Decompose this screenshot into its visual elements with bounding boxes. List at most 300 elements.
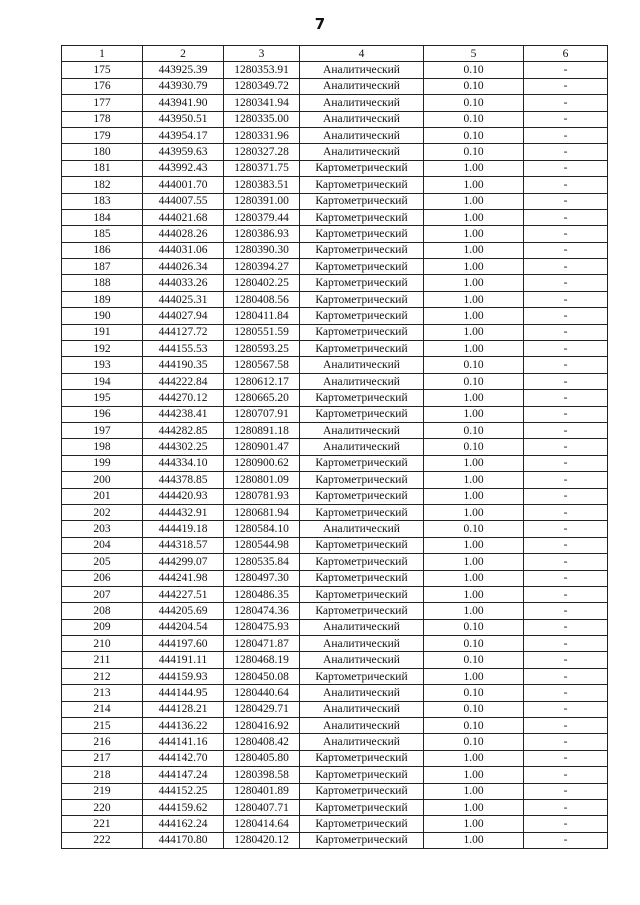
- y-coordinate-cell: 1280584.10: [224, 521, 300, 537]
- x-coordinate-cell: 444432.91: [143, 504, 224, 520]
- method-cell: Аналитический: [300, 62, 424, 78]
- point-number-cell: 177: [62, 95, 143, 111]
- y-coordinate-cell: 1280450.08: [224, 668, 300, 684]
- table-row: [62, 619, 608, 635]
- method-cell: Картометрический: [300, 472, 424, 488]
- accuracy-cell: 1.00: [424, 455, 524, 471]
- table-row: [62, 832, 608, 848]
- table-row: [62, 734, 608, 750]
- method-cell: Картометрический: [300, 586, 424, 602]
- column-header: 2: [143, 46, 224, 62]
- note-cell: -: [524, 127, 608, 143]
- table-row: [62, 685, 608, 701]
- note-cell: -: [524, 373, 608, 389]
- y-coordinate-cell: 1280383.51: [224, 177, 300, 193]
- y-coordinate-cell: 1280331.96: [224, 127, 300, 143]
- accuracy-cell: 0.10: [424, 373, 524, 389]
- point-number-cell: 214: [62, 701, 143, 717]
- y-coordinate-cell: 1280468.19: [224, 652, 300, 668]
- accuracy-cell: 1.00: [424, 160, 524, 176]
- note-cell: -: [524, 767, 608, 783]
- x-coordinate-cell: 444190.35: [143, 357, 224, 373]
- point-number-cell: 189: [62, 291, 143, 307]
- table-row: [62, 537, 608, 553]
- point-number-cell: 197: [62, 422, 143, 438]
- accuracy-cell: 0.10: [424, 78, 524, 94]
- method-cell: Аналитический: [300, 111, 424, 127]
- note-cell: -: [524, 718, 608, 734]
- method-cell: Аналитический: [300, 422, 424, 438]
- x-coordinate-cell: 444128.21: [143, 701, 224, 717]
- table-row: [62, 406, 608, 422]
- y-coordinate-cell: 1280414.64: [224, 816, 300, 832]
- point-number-cell: 194: [62, 373, 143, 389]
- note-cell: -: [524, 488, 608, 504]
- method-cell: Аналитический: [300, 373, 424, 389]
- column-header: 4: [300, 46, 424, 62]
- method-cell: Аналитический: [300, 95, 424, 111]
- x-coordinate-cell: 444007.55: [143, 193, 224, 209]
- table-row: [62, 160, 608, 176]
- y-coordinate-cell: 1280535.84: [224, 554, 300, 570]
- y-coordinate-cell: 1280405.80: [224, 750, 300, 766]
- point-number-cell: 222: [62, 832, 143, 848]
- method-cell: Картометрический: [300, 209, 424, 225]
- y-coordinate-cell: 1280416.92: [224, 718, 300, 734]
- note-cell: -: [524, 472, 608, 488]
- table-row: [62, 78, 608, 94]
- note-cell: -: [524, 570, 608, 586]
- note-cell: -: [524, 734, 608, 750]
- accuracy-cell: 0.10: [424, 734, 524, 750]
- accuracy-cell: 1.00: [424, 504, 524, 520]
- x-coordinate-cell: 444136.22: [143, 718, 224, 734]
- table-row: [62, 668, 608, 684]
- table-row: [62, 226, 608, 242]
- y-coordinate-cell: 1280551.59: [224, 324, 300, 340]
- accuracy-cell: 1.00: [424, 537, 524, 553]
- x-coordinate-cell: 444159.62: [143, 799, 224, 815]
- point-number-cell: 183: [62, 193, 143, 209]
- y-coordinate-cell: 1280408.56: [224, 291, 300, 307]
- y-coordinate-cell: 1280394.27: [224, 259, 300, 275]
- x-coordinate-cell: 444170.80: [143, 832, 224, 848]
- method-cell: Аналитический: [300, 127, 424, 143]
- point-number-cell: 176: [62, 78, 143, 94]
- table-row: [62, 291, 608, 307]
- x-coordinate-cell: 443930.79: [143, 78, 224, 94]
- y-coordinate-cell: 1280379.44: [224, 209, 300, 225]
- point-number-cell: 218: [62, 767, 143, 783]
- table-row: [62, 799, 608, 815]
- y-coordinate-cell: 1280471.87: [224, 636, 300, 652]
- y-coordinate-cell: 1280781.93: [224, 488, 300, 504]
- point-number-cell: 206: [62, 570, 143, 586]
- table-row: [62, 718, 608, 734]
- note-cell: -: [524, 111, 608, 127]
- y-coordinate-cell: 1280474.36: [224, 603, 300, 619]
- note-cell: -: [524, 750, 608, 766]
- table-row: [62, 341, 608, 357]
- table-row: [62, 652, 608, 668]
- point-number-cell: 219: [62, 783, 143, 799]
- accuracy-cell: 1.00: [424, 750, 524, 766]
- method-cell: Картометрический: [300, 767, 424, 783]
- point-number-cell: 211: [62, 652, 143, 668]
- point-number-cell: 207: [62, 586, 143, 602]
- point-number-cell: 220: [62, 799, 143, 815]
- point-number-cell: 185: [62, 226, 143, 242]
- y-coordinate-cell: 1280398.58: [224, 767, 300, 783]
- method-cell: Аналитический: [300, 718, 424, 734]
- table-row: [62, 521, 608, 537]
- point-number-cell: 201: [62, 488, 143, 504]
- y-coordinate-cell: 1280420.12: [224, 832, 300, 848]
- point-number-cell: 186: [62, 242, 143, 258]
- accuracy-cell: 1.00: [424, 324, 524, 340]
- method-cell: Картометрический: [300, 226, 424, 242]
- y-coordinate-cell: 1280349.72: [224, 78, 300, 94]
- y-coordinate-cell: 1280353.91: [224, 62, 300, 78]
- table-row: [62, 570, 608, 586]
- note-cell: -: [524, 357, 608, 373]
- x-coordinate-cell: 444028.26: [143, 226, 224, 242]
- point-number-cell: 181: [62, 160, 143, 176]
- note-cell: -: [524, 209, 608, 225]
- coordinates-table: [61, 45, 608, 849]
- x-coordinate-cell: 443959.63: [143, 144, 224, 160]
- x-coordinate-cell: 444025.31: [143, 291, 224, 307]
- note-cell: -: [524, 242, 608, 258]
- y-coordinate-cell: 1280475.93: [224, 619, 300, 635]
- point-number-cell: 205: [62, 554, 143, 570]
- table-row: [62, 209, 608, 225]
- x-coordinate-cell: 443992.43: [143, 160, 224, 176]
- accuracy-cell: 1.00: [424, 668, 524, 684]
- method-cell: Картометрический: [300, 160, 424, 176]
- x-coordinate-cell: 444197.60: [143, 636, 224, 652]
- method-cell: Картометрический: [300, 537, 424, 553]
- table-row: [62, 636, 608, 652]
- y-coordinate-cell: 1280891.18: [224, 422, 300, 438]
- table-row: [62, 439, 608, 455]
- table-row: [62, 242, 608, 258]
- method-cell: Аналитический: [300, 734, 424, 750]
- accuracy-cell: 0.10: [424, 619, 524, 635]
- table-row: [62, 701, 608, 717]
- note-cell: -: [524, 636, 608, 652]
- note-cell: -: [524, 62, 608, 78]
- table-row: [62, 275, 608, 291]
- column-header: 6: [524, 46, 608, 62]
- note-cell: -: [524, 701, 608, 717]
- method-cell: Аналитический: [300, 521, 424, 537]
- x-coordinate-cell: 444419.18: [143, 521, 224, 537]
- x-coordinate-cell: 444299.07: [143, 554, 224, 570]
- table-row: [62, 373, 608, 389]
- note-cell: -: [524, 652, 608, 668]
- x-coordinate-cell: 444159.93: [143, 668, 224, 684]
- x-coordinate-cell: 444227.51: [143, 586, 224, 602]
- method-cell: Картометрический: [300, 341, 424, 357]
- note-cell: -: [524, 144, 608, 160]
- accuracy-cell: 0.10: [424, 62, 524, 78]
- x-coordinate-cell: 444142.70: [143, 750, 224, 766]
- point-number-cell: 196: [62, 406, 143, 422]
- x-coordinate-cell: 444021.68: [143, 209, 224, 225]
- note-cell: -: [524, 816, 608, 832]
- table-row: [62, 308, 608, 324]
- accuracy-cell: 0.10: [424, 144, 524, 160]
- table-row: [62, 62, 608, 78]
- point-number-cell: 210: [62, 636, 143, 652]
- accuracy-cell: 1.00: [424, 783, 524, 799]
- y-coordinate-cell: 1280681.94: [224, 504, 300, 520]
- x-coordinate-cell: 444191.11: [143, 652, 224, 668]
- note-cell: -: [524, 390, 608, 406]
- note-cell: -: [524, 193, 608, 209]
- table-row: [62, 95, 608, 111]
- accuracy-cell: 1.00: [424, 603, 524, 619]
- point-number-cell: 208: [62, 603, 143, 619]
- column-header: 5: [424, 46, 524, 62]
- note-cell: -: [524, 619, 608, 635]
- note-cell: -: [524, 177, 608, 193]
- point-number-cell: 192: [62, 341, 143, 357]
- y-coordinate-cell: 1280801.09: [224, 472, 300, 488]
- table-row: [62, 554, 608, 570]
- method-cell: Картометрический: [300, 177, 424, 193]
- accuracy-cell: 0.10: [424, 718, 524, 734]
- method-cell: Картометрический: [300, 570, 424, 586]
- point-number-cell: 193: [62, 357, 143, 373]
- note-cell: -: [524, 78, 608, 94]
- point-number-cell: 213: [62, 685, 143, 701]
- y-coordinate-cell: 1280440.64: [224, 685, 300, 701]
- table-row: [62, 472, 608, 488]
- point-number-cell: 212: [62, 668, 143, 684]
- note-cell: -: [524, 160, 608, 176]
- point-number-cell: 190: [62, 308, 143, 324]
- method-cell: Картометрический: [300, 799, 424, 815]
- note-cell: -: [524, 586, 608, 602]
- method-cell: Картометрический: [300, 259, 424, 275]
- accuracy-cell: 1.00: [424, 209, 524, 225]
- x-coordinate-cell: 444238.41: [143, 406, 224, 422]
- table-row: [62, 504, 608, 520]
- table-row: [62, 127, 608, 143]
- accuracy-cell: 0.10: [424, 521, 524, 537]
- x-coordinate-cell: 444241.98: [143, 570, 224, 586]
- point-number-cell: 200: [62, 472, 143, 488]
- point-number-cell: 217: [62, 750, 143, 766]
- y-coordinate-cell: 1280665.20: [224, 390, 300, 406]
- note-cell: -: [524, 554, 608, 570]
- table-row: [62, 144, 608, 160]
- accuracy-cell: 0.10: [424, 357, 524, 373]
- method-cell: Картометрический: [300, 324, 424, 340]
- x-coordinate-cell: 444141.16: [143, 734, 224, 750]
- x-coordinate-cell: 444152.25: [143, 783, 224, 799]
- table-row: [62, 390, 608, 406]
- y-coordinate-cell: 1280497.30: [224, 570, 300, 586]
- table-row: [62, 357, 608, 373]
- x-coordinate-cell: 443950.51: [143, 111, 224, 127]
- table-body: [62, 62, 608, 849]
- y-coordinate-cell: 1280408.42: [224, 734, 300, 750]
- method-cell: Картометрический: [300, 603, 424, 619]
- accuracy-cell: 1.00: [424, 242, 524, 258]
- point-number-cell: 180: [62, 144, 143, 160]
- accuracy-cell: 0.10: [424, 111, 524, 127]
- y-coordinate-cell: 1280391.00: [224, 193, 300, 209]
- x-coordinate-cell: 443941.90: [143, 95, 224, 111]
- method-cell: Картометрический: [300, 275, 424, 291]
- point-number-cell: 187: [62, 259, 143, 275]
- table-row: [62, 324, 608, 340]
- y-coordinate-cell: 1280567.58: [224, 357, 300, 373]
- accuracy-cell: 1.00: [424, 226, 524, 242]
- method-cell: Аналитический: [300, 439, 424, 455]
- table-row: [62, 259, 608, 275]
- point-number-cell: 209: [62, 619, 143, 635]
- y-coordinate-cell: 1280371.75: [224, 160, 300, 176]
- table-row: [62, 783, 608, 799]
- x-coordinate-cell: 443954.17: [143, 127, 224, 143]
- note-cell: -: [524, 95, 608, 111]
- accuracy-cell: 0.10: [424, 652, 524, 668]
- accuracy-cell: 1.00: [424, 193, 524, 209]
- method-cell: Картометрический: [300, 308, 424, 324]
- accuracy-cell: 1.00: [424, 554, 524, 570]
- y-coordinate-cell: 1280900.62: [224, 455, 300, 471]
- note-cell: -: [524, 685, 608, 701]
- y-coordinate-cell: 1280411.84: [224, 308, 300, 324]
- x-coordinate-cell: 444026.34: [143, 259, 224, 275]
- table-row: [62, 750, 608, 766]
- method-cell: Аналитический: [300, 652, 424, 668]
- method-cell: Картометрический: [300, 455, 424, 471]
- accuracy-cell: 1.00: [424, 291, 524, 307]
- point-number-cell: 199: [62, 455, 143, 471]
- point-number-cell: 204: [62, 537, 143, 553]
- x-coordinate-cell: 444318.57: [143, 537, 224, 553]
- point-number-cell: 182: [62, 177, 143, 193]
- note-cell: -: [524, 422, 608, 438]
- point-number-cell: 178: [62, 111, 143, 127]
- x-coordinate-cell: 443925.39: [143, 62, 224, 78]
- accuracy-cell: 0.10: [424, 95, 524, 111]
- note-cell: -: [524, 455, 608, 471]
- x-coordinate-cell: 444270.12: [143, 390, 224, 406]
- note-cell: -: [524, 308, 608, 324]
- method-cell: Аналитический: [300, 357, 424, 373]
- table-row: [62, 455, 608, 471]
- y-coordinate-cell: 1280407.71: [224, 799, 300, 815]
- y-coordinate-cell: 1280486.35: [224, 586, 300, 602]
- method-cell: Картометрический: [300, 816, 424, 832]
- accuracy-cell: 1.00: [424, 488, 524, 504]
- x-coordinate-cell: 444282.85: [143, 422, 224, 438]
- point-number-cell: 221: [62, 816, 143, 832]
- point-number-cell: 215: [62, 718, 143, 734]
- note-cell: -: [524, 275, 608, 291]
- note-cell: -: [524, 291, 608, 307]
- accuracy-cell: 1.00: [424, 816, 524, 832]
- y-coordinate-cell: 1280612.17: [224, 373, 300, 389]
- x-coordinate-cell: 444222.84: [143, 373, 224, 389]
- x-coordinate-cell: 444302.25: [143, 439, 224, 455]
- accuracy-cell: 0.10: [424, 422, 524, 438]
- accuracy-cell: 1.00: [424, 799, 524, 815]
- point-number-cell: 191: [62, 324, 143, 340]
- method-cell: Картометрический: [300, 832, 424, 848]
- note-cell: -: [524, 668, 608, 684]
- table-header-row: [62, 46, 608, 62]
- note-cell: -: [524, 406, 608, 422]
- accuracy-cell: 0.10: [424, 127, 524, 143]
- method-cell: Картометрический: [300, 504, 424, 520]
- method-cell: Картометрический: [300, 193, 424, 209]
- table-row: [62, 488, 608, 504]
- note-cell: -: [524, 521, 608, 537]
- x-coordinate-cell: 444127.72: [143, 324, 224, 340]
- y-coordinate-cell: 1280402.25: [224, 275, 300, 291]
- method-cell: Картометрический: [300, 242, 424, 258]
- method-cell: Аналитический: [300, 78, 424, 94]
- x-coordinate-cell: 444147.24: [143, 767, 224, 783]
- point-number-cell: 203: [62, 521, 143, 537]
- accuracy-cell: 1.00: [424, 177, 524, 193]
- note-cell: -: [524, 341, 608, 357]
- x-coordinate-cell: 444205.69: [143, 603, 224, 619]
- accuracy-cell: 1.00: [424, 767, 524, 783]
- x-coordinate-cell: 444162.24: [143, 816, 224, 832]
- point-number-cell: 188: [62, 275, 143, 291]
- y-coordinate-cell: 1280707.91: [224, 406, 300, 422]
- y-coordinate-cell: 1280401.89: [224, 783, 300, 799]
- y-coordinate-cell: 1280593.25: [224, 341, 300, 357]
- x-coordinate-cell: 444144.95: [143, 685, 224, 701]
- method-cell: Аналитический: [300, 144, 424, 160]
- column-header: 1: [62, 46, 143, 62]
- table-row: [62, 586, 608, 602]
- y-coordinate-cell: 1280901.47: [224, 439, 300, 455]
- page-number: 7: [314, 15, 326, 33]
- point-number-cell: 216: [62, 734, 143, 750]
- accuracy-cell: 1.00: [424, 472, 524, 488]
- accuracy-cell: 1.00: [424, 341, 524, 357]
- x-coordinate-cell: 444334.10: [143, 455, 224, 471]
- method-cell: Картометрический: [300, 554, 424, 570]
- accuracy-cell: 1.00: [424, 259, 524, 275]
- table-row: [62, 816, 608, 832]
- method-cell: Аналитический: [300, 685, 424, 701]
- table-row: [62, 177, 608, 193]
- accuracy-cell: 1.00: [424, 406, 524, 422]
- note-cell: -: [524, 226, 608, 242]
- table-row: [62, 193, 608, 209]
- table-row: [62, 603, 608, 619]
- accuracy-cell: 1.00: [424, 832, 524, 848]
- accuracy-cell: 1.00: [424, 275, 524, 291]
- table-row: [62, 111, 608, 127]
- x-coordinate-cell: 444027.94: [143, 308, 224, 324]
- x-coordinate-cell: 444378.85: [143, 472, 224, 488]
- method-cell: Картометрический: [300, 488, 424, 504]
- point-number-cell: 195: [62, 390, 143, 406]
- note-cell: -: [524, 799, 608, 815]
